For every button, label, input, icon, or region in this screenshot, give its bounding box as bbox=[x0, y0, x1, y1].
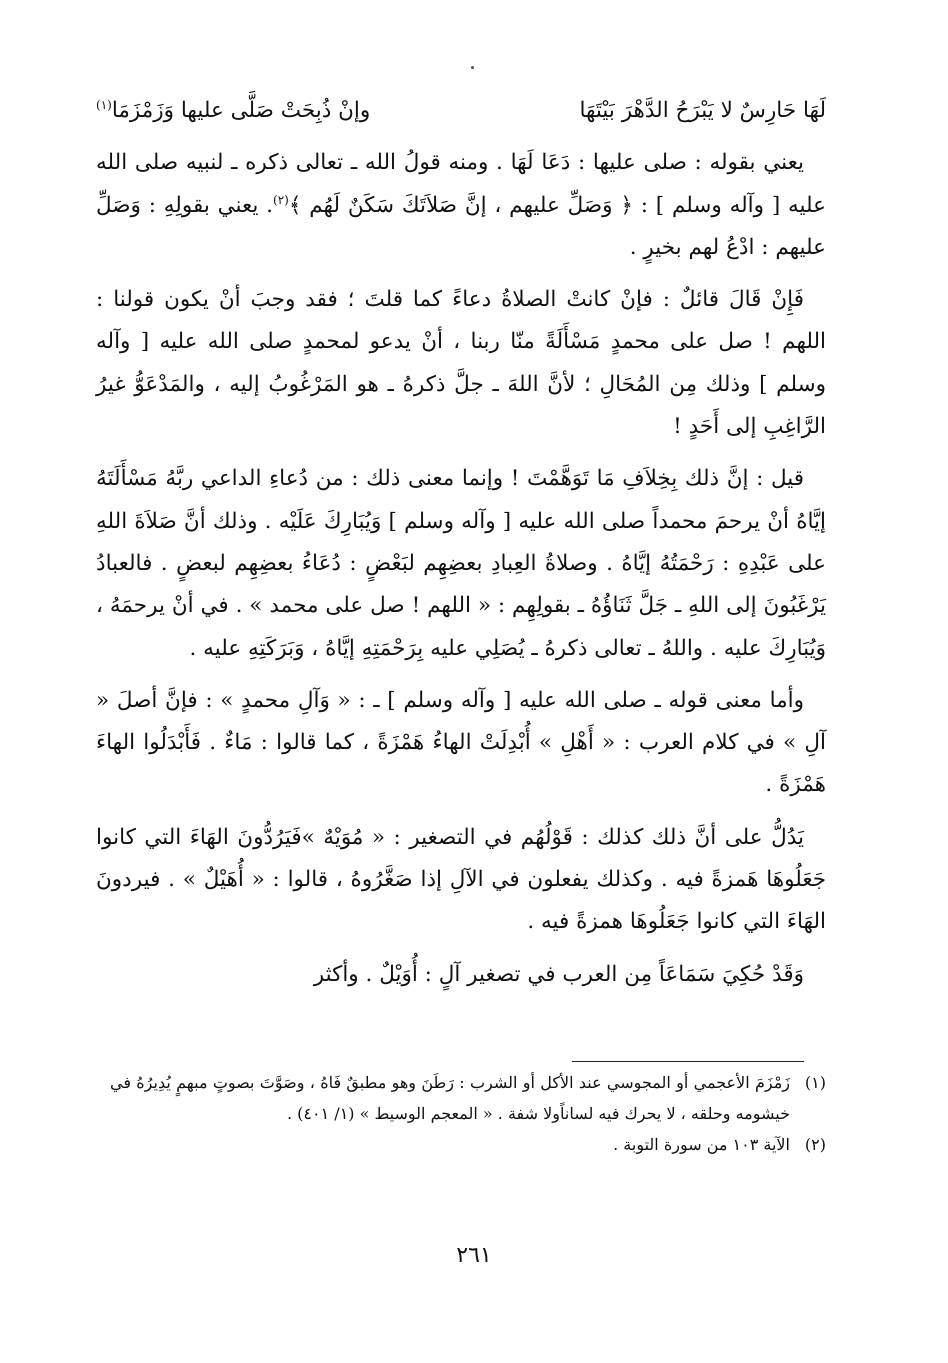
paragraph-5: يَدُلُّ على أنَّ ذلك كذلك : قَوْلُهُم في التصغير : « مُوَيْهٌ »فَيَرُدُّونَ الهَاءَ التي كانوا جَعَلُوهَا هَمزةً فيه . وكذلك يفعلون في الآلِ إذا صَغَّرُوهُ ، قالوا : « أُهَيْلٌ » . فيردونَ الهَاءَ التي كانوا جَعَلُوهَا همزةً فيه . bbox=[96, 824, 826, 935]
paragraph-1-text-after: . يعني بقولِهِ : وَصَلِّ عليهم : ادْعُ لهم بخيرٍ . bbox=[96, 192, 826, 260]
footnote-2-number: (٢) bbox=[804, 1135, 826, 1154]
paragraph-1 bbox=[96, 142, 826, 269]
footnote-ref-2: (٢) bbox=[273, 192, 289, 207]
footnote-1-text: زَمْزَمَ الأعجمي أو المجوسي عند الأكل أو الشرب : رَطَنَ وهو مطبقٌ فَاهُ ، وصَوَّتَ بصوتٍ مبهمٍ يُدِيرُهُ في خيشومه وحلقه ، لا يحرك فيه لساناًولا شفة . « المعجم الوسيط » (١/ ٤٠١) . bbox=[110, 1073, 790, 1123]
verse-hemistich-second bbox=[96, 90, 370, 132]
main-text bbox=[96, 90, 826, 1006]
footnote-separator bbox=[572, 1061, 804, 1062]
footnote-2 bbox=[110, 1129, 826, 1160]
top-dot-mark bbox=[471, 66, 474, 69]
footnotes bbox=[110, 1067, 826, 1160]
paragraph-6: وَقَدْ حُكِيَ سَمَاعَاً مِن العرب في تصغير آلٍ : أُوَيْلٌ . وأكثر bbox=[313, 961, 804, 987]
paragraph-2: فَإِنْ قَالَ قائلٌ : فإنْ كانتْ الصلاةُ دعاءً كما قلتَ ؛ فقد وجبَ أنْ يكون قولنا : اللهم ! صل على محمدٍ مَسْأَلَةً منّا ربنا ، أنْ يدعو لمحمدٍ صلى الله عليه [ وآله وسلم ] وذلك مِن المُحَالِ ؛ لأنَّ اللهَ ـ جلَّ ذكرهُ ـ هو المَرْغُوبُ إليه ، والمَدْعَوُّ غيرُ الرَّاغِبِ إلى أَحَدٍ ! bbox=[96, 287, 826, 440]
paragraph-1-text: يعني بقوله : صلى عليها : دَعَا لَهَا . ومنه قولُ الله ـ تعالى ذكره ـ لنبيه صلى الله عليه [ وآله وسلم ] : ﴿ وَصَلِّ عليهم ، إنَّ صَلاَتَكَ سَكَنٌ لَهُم ﴾ bbox=[96, 150, 826, 218]
footnote-2-text: الآية ١٠٣ من سورة التوبة . bbox=[613, 1135, 790, 1154]
page-number: ٢٦١ bbox=[456, 1243, 492, 1268]
poem-verse bbox=[96, 90, 826, 132]
footnote-ref-1: (١) bbox=[96, 97, 112, 112]
paragraph-4: وأما معنى قوله ـ صلى الله عليه [ وآله وسلم ] ـ : « وَآلِ محمدٍ » : فإنَّ أصلَ « آلِ » في كلام العرب : « أَهْلِ » أُبْدِلَتْ الهاءُ هَمْزَةً ، كما قالوا : مَاءٌ . فَأَبْدَلُوا الهاءَ هَمْزَةً . bbox=[96, 687, 826, 798]
verse-hemistich-first: لَهَا حَارِسٌ لا يَبْرَحُ الدَّهْرَ بَيْتَهَا bbox=[579, 98, 826, 123]
paragraph-3: قيل : إنَّ ذلك بِخِلاَفِ مَا تَوَهَّمْتَ ! وإنما معنى ذلك : من دُعاءِ الداعي ربَّهُ مَسْأَلَتَهُ إيَّاهُ أنْ يرحمَ محمداً صلى الله عليه [ وآله وسلم ] وَيُبَارِكَ عَلَيْه . وذلك أنَّ صَلاَةَ اللهِ على عَبْدِهِ : رَحْمَتُهُ إيَّاهُ . وصلاةُ العِبادِ بعضِهِم لبَعْضٍ : دُعَاءُ بعضِهِم لبعضٍ . فالعبادُ يَرْغَبُونَ إلى اللهِ ـ جَلَّ ثَنَاؤُهُ ـ بقولِهِم : « اللهم ! صل على محمد » . في أنْ يرحمَهُ ، وَيُبَارِكَ عليه . واللهُ ـ تعالى ذكرهُ ـ يُصَلِي عليه بِرَحْمَتِهِ إيَّاهُ ، وَبَرَكَتِهِ عليه . bbox=[96, 466, 826, 661]
footnote-1 bbox=[110, 1067, 826, 1129]
footnote-1-number: (١) bbox=[804, 1073, 826, 1092]
verse-hemistich-second-text: وإنْ ذُبِحَتْ صَلَّى عليها وَزَمْزَمَا bbox=[111, 98, 371, 123]
